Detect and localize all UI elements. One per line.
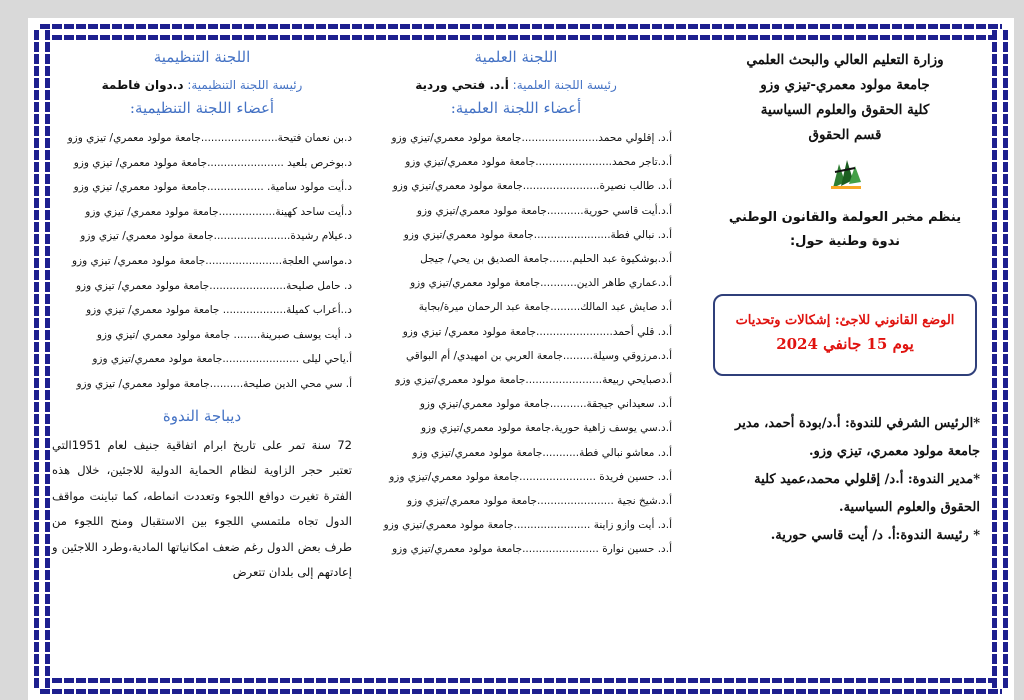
list-item: أ.د. نبالي فطة.......................جامعة مولود معمري/تيزي وزو — [403, 228, 672, 241]
list-item: أ.د. سعيداني جيجقة...........جامعة مولود معمري/تيزي وزو — [419, 398, 672, 411]
university-logo-icon — [825, 152, 865, 192]
list-item: أ.د.أيت قاسي حورية...........جامعة مولود معمري/تيزي وزو — [416, 204, 672, 217]
preface-text: 72 سنة تمر على تاريخ ابرام اتفاقية جنيف لعام 1951التي تعتبر حجر الزاوية لنظام الحماية الدولية للاجئين، خلال هذه الفترة تغيرت دوافع اللجوء وتعددت انماطه، كما تباينت مواقف الدول تجاه ملتمسي اللجوء بين الاستقبال ومنح اللجوء من طرف بعض الدول رغم ضعف امكانياتها المادية،وطرد اللاجئين و إعادتهم إلى بلدان تتعرض — [52, 437, 352, 580]
list-item: أ.د.سي يوسف زاهية حورية.جامعة مولود معمري/تيزي وزو — [420, 422, 672, 435]
list-item: أ. سي محي الدين صليحة..........جامعة مولود معمري/ تيزي وزو — [76, 377, 352, 390]
official-line: الحقوق والعلوم السياسية. — [839, 500, 980, 515]
event-type: ندوة وطنية حول: — [789, 234, 901, 249]
border-left — [34, 30, 50, 688]
list-item: أ.د. طالب نصيرة.......................جامعة مولود معمري/تيزي وزو — [392, 180, 672, 193]
organizing-chair — [52, 74, 352, 96]
official-line: * رئيسة الندوة:أ. د/ أيت قاسي حورية. — [770, 528, 980, 543]
list-item: د.بوخرص بلعيد .......................جامعة مولود معمري/ تيزي وزو — [73, 156, 352, 169]
institution-column — [710, 48, 980, 672]
department-name: قسم الحقوق — [808, 127, 882, 143]
list-item: أ.د. قلي أحمد.......................جامعة مولود معمري/ تيزي وزو — [402, 325, 672, 338]
list-item: أ.د.بوشكيوة عبد الحليم.......جامعة الصديق بن يحي/ جيجل — [420, 253, 672, 266]
faculty-name: كلية الحقوق والعلوم السياسية — [760, 102, 930, 118]
theme-date: يوم 15 جانفي 2024 — [776, 335, 914, 353]
official-line: *مدير الندوة: أ.د/ إقلولي محمد،عميد كلية — [754, 472, 980, 487]
list-item: أ.دصبايحي ربيعة.......................جامعة مولود معمري/تيزي وزو — [395, 374, 672, 387]
organizing-chair-label: رئيسة اللجنة التنظيمية: — [187, 78, 303, 92]
scientific-chair — [360, 74, 672, 96]
organizing-committee-column — [52, 48, 352, 672]
list-item: د.أيت ساحد كهينة.................جامعة مولود معمري/ تيزي وزو — [85, 205, 352, 218]
list-item: د.بن نعمان فتيحة.......................جامعة مولود معمري/ تيزي وزو — [67, 132, 352, 144]
list-item: أ.د.شيخ نجية .......................جامعة مولود معمري/تيزي وزو — [407, 495, 672, 508]
organizing-members-title: أعضاء اللجنة التنظيمية: — [129, 99, 275, 117]
brochure-page — [28, 18, 1014, 700]
list-item: د.مواسي العلجة.......................جامعة مولود معمري/ تيزي وزو — [71, 254, 352, 267]
ministry-name: وزارة التعليم العالي والبحث العلمي — [746, 52, 944, 68]
official-line: جامعة مولود معمري، تيزي وزو. — [809, 444, 980, 459]
university-name: جامعة مولود معمري-تيزي وزو — [760, 77, 930, 93]
organizing-committee-title: اللجنة التنظيمية — [153, 48, 251, 66]
list-item: أ.د.مرزوقي وسيلة.........جامعة العربي بن امهيدي/ أم البواقي — [405, 349, 672, 362]
list-item: د..أعراب كميلة................... جامعة مولود معمري/ تيزي وزو — [86, 304, 352, 317]
official-line: *الرئيس الشرفي للندوة: أ.د/بودة أحمد، مدير — [735, 416, 980, 431]
officials-block — [710, 410, 980, 550]
organizing-members-list — [52, 126, 352, 397]
organizing-chair-name: د.دوان فاطمة — [101, 78, 184, 92]
theme-box — [713, 294, 977, 376]
list-item: د.أيت مولود سامية. .................جامعة مولود معمري/ تيزي وزو — [73, 181, 352, 194]
list-item: أ.د. حسين فريدة .......................جامعة مولود معمري/تيزي وزو — [389, 470, 672, 483]
border-top — [40, 24, 1002, 40]
theme-title: الوضع القانوني للاجئ: إشكالات وتحديات — [735, 313, 955, 328]
list-item: أ.د. إقلولي محمد.......................جامعة مولود معمري/تيزي وزو — [391, 132, 672, 144]
scientific-committee-column — [360, 48, 672, 672]
list-item: د.عيلام رشيدة.......................جامعة مولود معمري/ تيزي وزو — [80, 230, 352, 243]
scientific-chair-name: أ.د. فتحي وردية — [415, 78, 509, 92]
list-item: د. أيت يوسف صبرينة........ جامعة مولود معمري /تيزي وزو — [96, 328, 352, 341]
organizer-text: ينظم مخبر العولمة والقانون الوطني — [728, 210, 962, 225]
border-right — [992, 30, 1008, 688]
border-bottom — [40, 678, 1002, 694]
list-item: د. حامل صليحة.......................جامعة مولود معمري/ تيزي وزو — [75, 279, 352, 292]
list-item: أ.د. أيت وازو زاينة .......................جامعة مولود معمري/تيزي وزو — [383, 519, 672, 532]
list-item: أ.د. حسين نوارة .......................جامعة مولود معمري/تيزي وزو — [392, 543, 672, 556]
scientific-committee-title: اللجنة العلمية — [474, 48, 558, 66]
list-item: أ.د. معاشو نبالي فطة...........جامعة مولود معمري/تيزي وزو — [412, 446, 672, 459]
preface-title: ديباجة الندوة — [162, 406, 242, 425]
list-item: أ.ياحي ليلى .......................جامعة مولود معمري/تيزي وزو — [92, 353, 352, 366]
scientific-members-title: أعضاء اللجنة العلمية: — [450, 99, 582, 117]
list-item: أ.د.عماري طاهر الدين...........جامعة مولود معمري/تيزي وزو — [410, 277, 672, 290]
scientific-members-list — [360, 126, 672, 562]
list-item: أ.د صايش عبد المالك.........جامعة عبد الرحمان ميرة/بجاية — [418, 301, 672, 314]
list-item: أ.د.تاجر محمد.......................جامعة مولود معمري/تيزي وزو — [405, 156, 672, 169]
scientific-chair-label: رئيسة اللجنة العلمية: — [512, 78, 617, 92]
